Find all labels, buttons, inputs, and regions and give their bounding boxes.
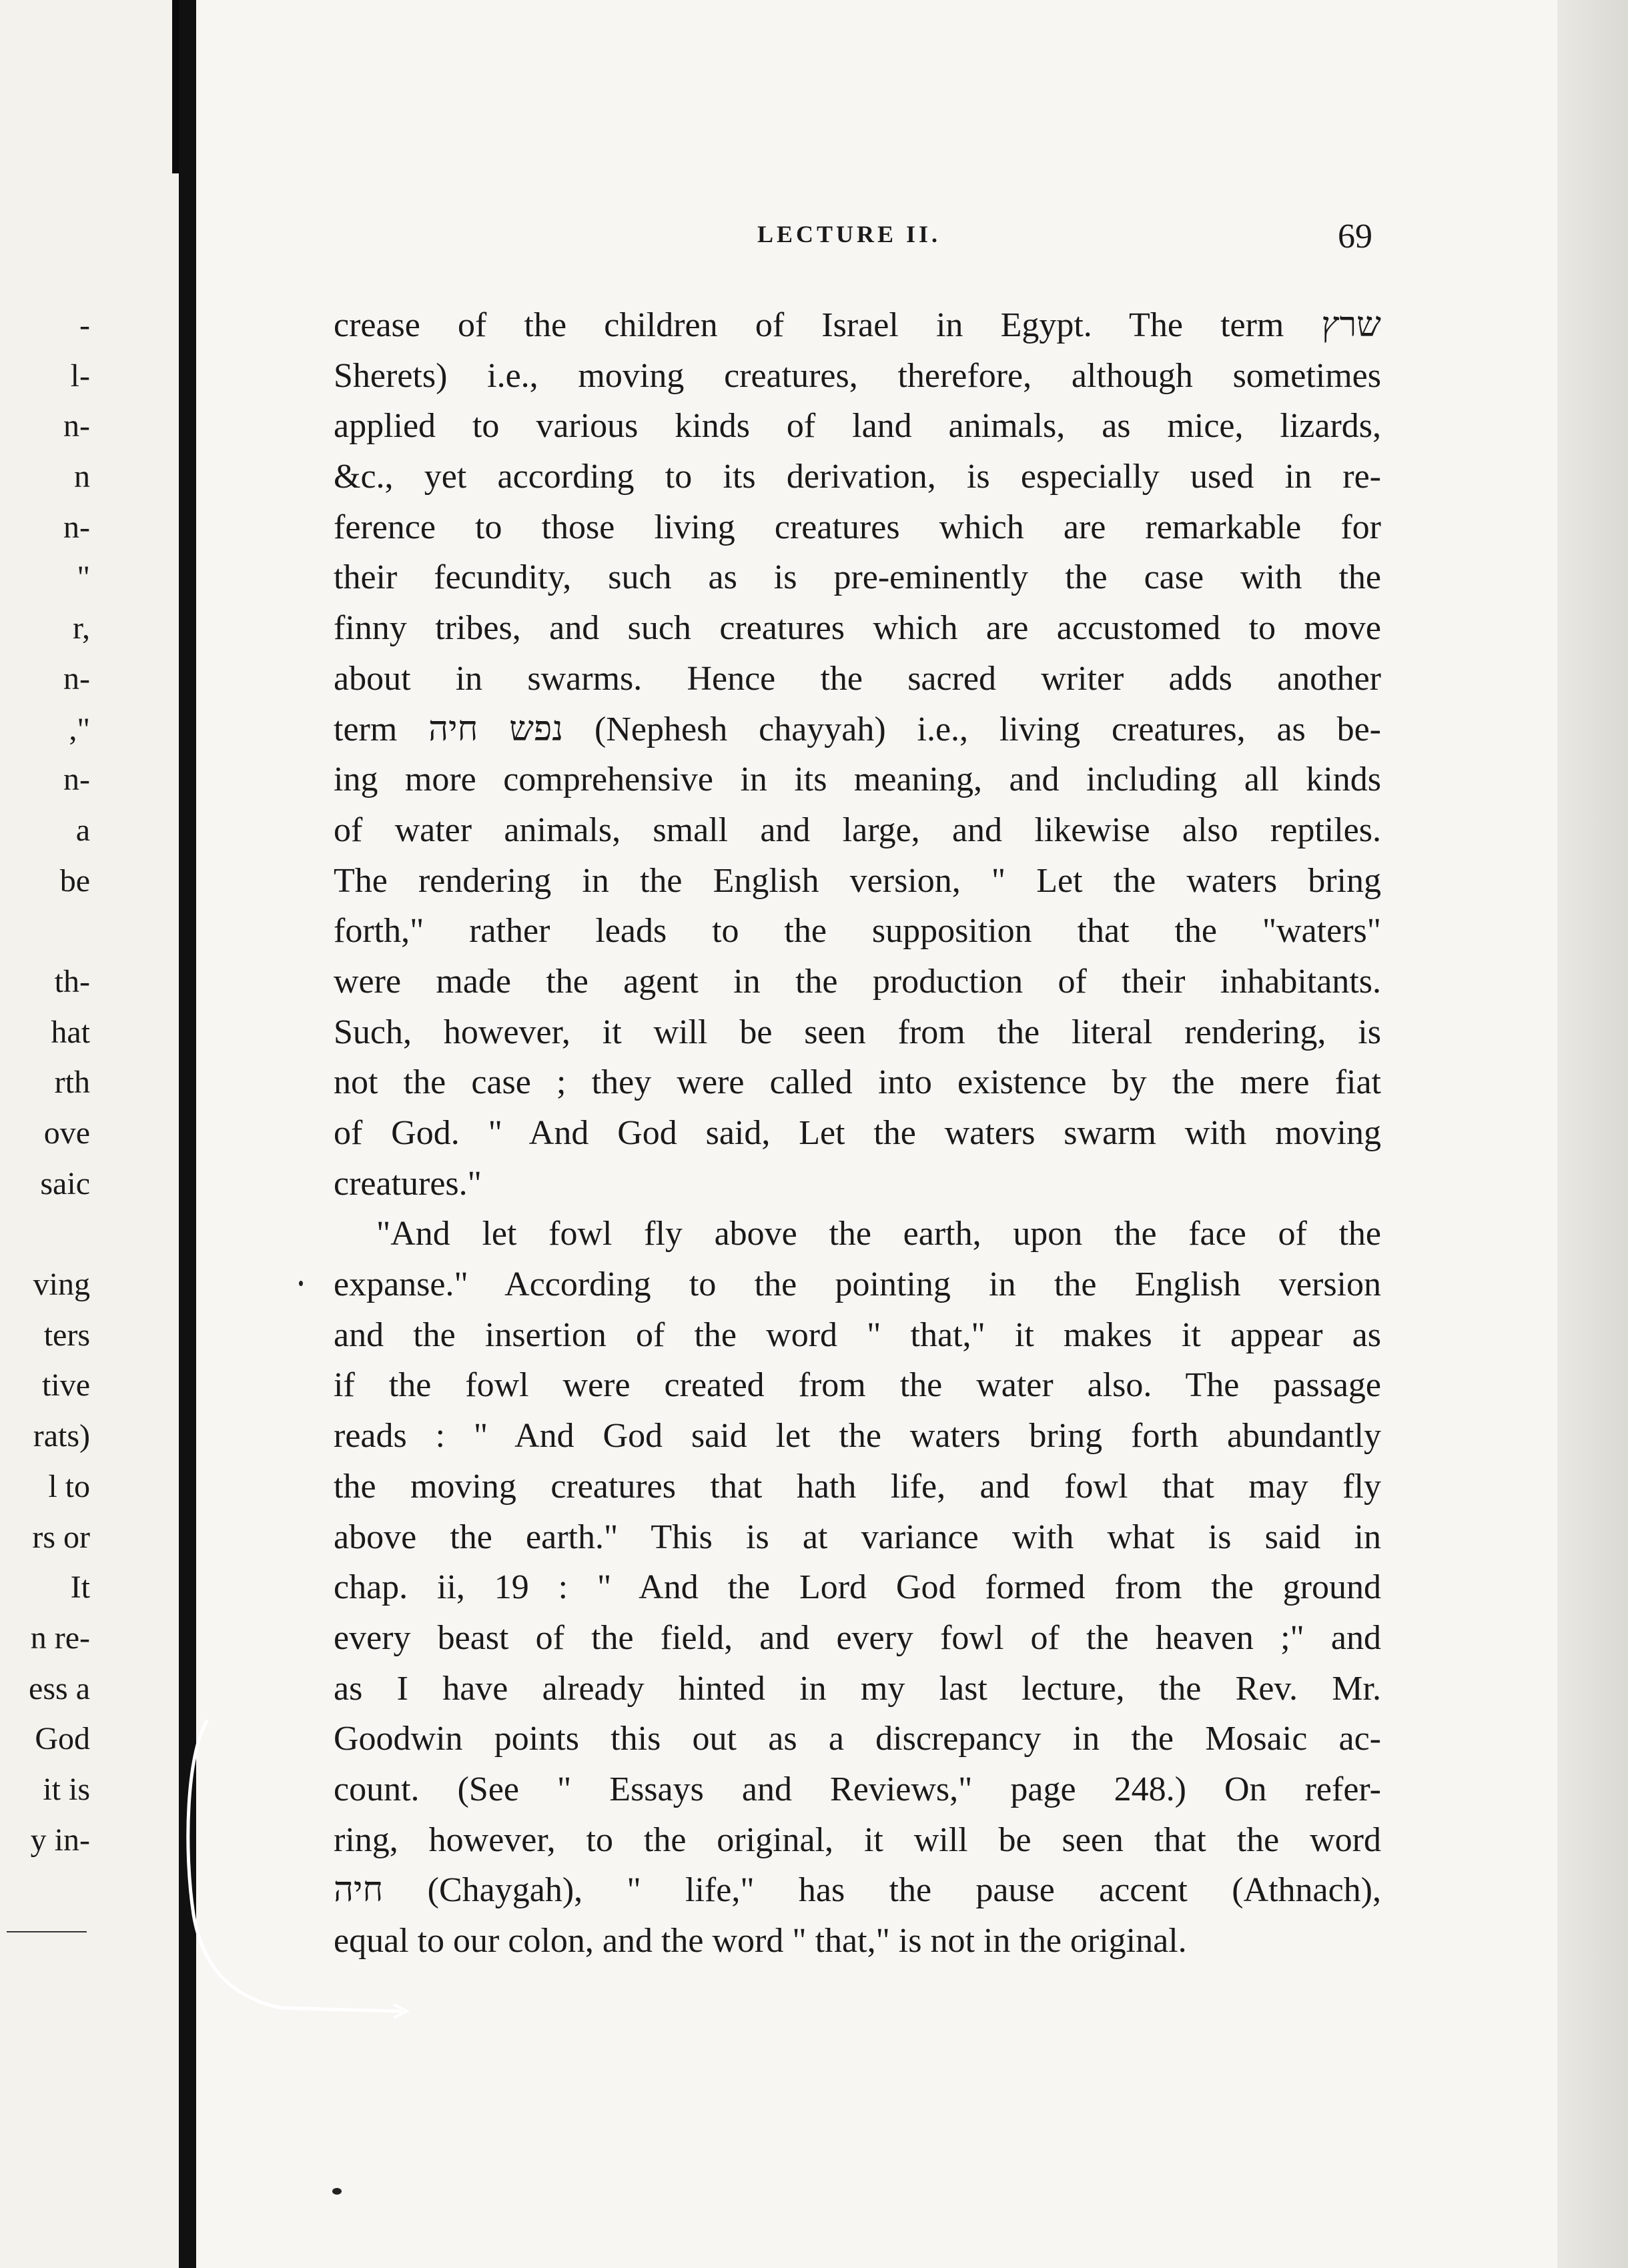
text-line: term נפש חיה (Nephesh chayyah) i.e., living creatures, as be- xyxy=(334,710,1381,748)
text-line: creatures." xyxy=(334,1164,482,1203)
facing-page xyxy=(0,0,179,2268)
facing-page-fragment: It xyxy=(70,1570,90,1606)
facing-page-fragment: ess a xyxy=(29,1670,90,1706)
text-line: of God. " And God said, Let the waters swarm with moving xyxy=(334,1114,1381,1152)
text-line: Such, however, it will be seen from the literal rendering, is xyxy=(334,1013,1381,1051)
facing-page-fragment: tive xyxy=(42,1367,90,1403)
facing-page-fragment: l- xyxy=(70,358,90,394)
text-line: their fecundity, such as is pre-eminently the case with the xyxy=(334,558,1381,597)
text-line: ring, however, to the original, it will be seen that the word xyxy=(334,1820,1381,1859)
facing-page-fragment: ving xyxy=(33,1267,90,1303)
facing-page-text xyxy=(0,300,90,1865)
page-edge xyxy=(1557,0,1628,2268)
facing-page-fragment: th- xyxy=(54,963,90,999)
facing-page-fragment: n xyxy=(74,459,90,495)
facing-page-fragment: n- xyxy=(63,762,90,798)
text-line: and the insertion of the word " that," it makes it appear as xyxy=(334,1315,1381,1354)
facing-page-fragment: ," xyxy=(69,711,90,747)
text-line: The rendering in the English version, " Let the waters bring xyxy=(334,861,1381,900)
text-line: as I have already hinted in my last lecture, the Rev. Mr. xyxy=(334,1669,1381,1708)
text-line: equal to our colon, and the word " that," is not in the original. xyxy=(334,1922,1187,1960)
text-line: not the case ; they were called into existence by the mere fiat xyxy=(334,1063,1381,1102)
text-line: reads : " And God said let the waters bring forth abundantly xyxy=(334,1417,1381,1456)
text-line: applied to various kinds of land animals, as mice, lizards, xyxy=(334,407,1381,446)
text-line: finny tribes, and such creatures which are accustomed to move xyxy=(334,609,1381,648)
ink-speck xyxy=(299,1281,303,1286)
facing-page-fragment: y in- xyxy=(30,1822,90,1858)
text-line: the moving creatures that hath life, and fowl that may fly xyxy=(334,1467,1381,1506)
text-line: expanse." According to the pointing in the English version xyxy=(334,1265,1381,1304)
text-line: חיה (Chaygah), " life," has the pause accent (Athnach), xyxy=(334,1871,1381,1910)
text-line: above the earth." This is at variance with what is said in xyxy=(334,1518,1381,1556)
facing-page-fragment: n- xyxy=(63,509,90,545)
text-line: every beast of the field, and every fowl of the heaven ;" and xyxy=(334,1618,1381,1657)
text-line: crease of the children of Israel in Egypt. The term שרץ xyxy=(334,306,1381,344)
text-line: count. (See " Essays and Reviews," page 248.) On refer- xyxy=(334,1770,1381,1808)
facing-page-fragment: it is xyxy=(43,1771,90,1807)
facing-page-fragment: a xyxy=(75,812,90,848)
facing-page-fragment: ters xyxy=(43,1317,90,1353)
facing-page-fragment: ove xyxy=(43,1115,90,1151)
facing-page-fragment: n- xyxy=(63,408,90,444)
pencil-bracket-mark xyxy=(180,1714,420,2021)
text-line: Goodwin points this out as a discrepancy in the Mosaic ac- xyxy=(334,1720,1381,1758)
facing-page-fragment: - xyxy=(79,308,90,343)
text-line: were made the agent in the production of their inhabitants. xyxy=(334,962,1381,1001)
text-line: of water animals, small and large, and likewise also reptiles. xyxy=(334,810,1381,849)
ink-speck xyxy=(332,2188,342,2195)
facing-page-fragment: hat xyxy=(51,1014,90,1050)
facing-page-fragment: r, xyxy=(72,610,90,646)
facing-page-fragment: saic xyxy=(40,1165,90,1201)
facing-page-rule xyxy=(7,1931,87,1932)
facing-page-fragment: n re- xyxy=(30,1620,90,1656)
text-line: chap. ii, 19 : " And the Lord God formed from the ground xyxy=(334,1568,1381,1607)
facing-page-fragment: l to xyxy=(48,1468,90,1504)
facing-page-fragment: " xyxy=(77,560,90,596)
text-line: if the fowl were created from the water also. The passage xyxy=(334,1366,1381,1405)
text-line: about in swarms. Hence the sacred writer adds another xyxy=(334,659,1381,698)
running-head: LECTURE II. xyxy=(757,221,941,247)
facing-page-fragment: n- xyxy=(63,660,90,696)
facing-page-fragment: rs or xyxy=(32,1519,90,1555)
page-number: 69 xyxy=(1338,217,1372,255)
facing-page-fragment xyxy=(0,906,90,957)
text-line: &c., yet according to its derivation, is especially used in re- xyxy=(334,458,1381,496)
facing-page-fragment xyxy=(0,1209,90,1259)
text-line: forth," rather leads to the supposition that the "waters" xyxy=(334,912,1381,951)
text-line: Sherets) i.e., moving creatures, therefore, although sometimes xyxy=(334,356,1381,395)
facing-page-fragment: be xyxy=(59,863,90,899)
text-line: "And let fowl fly above the earth, upon the face of the xyxy=(376,1215,1381,1253)
body-text xyxy=(334,300,1381,1966)
facing-page-fragment: God xyxy=(35,1721,90,1757)
text-line: ing more comprehensive in its meaning, and including all kinds xyxy=(334,760,1381,799)
facing-page-fragment: rth xyxy=(54,1065,90,1101)
facing-page-fragment: rats) xyxy=(33,1418,90,1454)
text-line: ference to those living creatures which are remarkable for xyxy=(334,508,1381,546)
